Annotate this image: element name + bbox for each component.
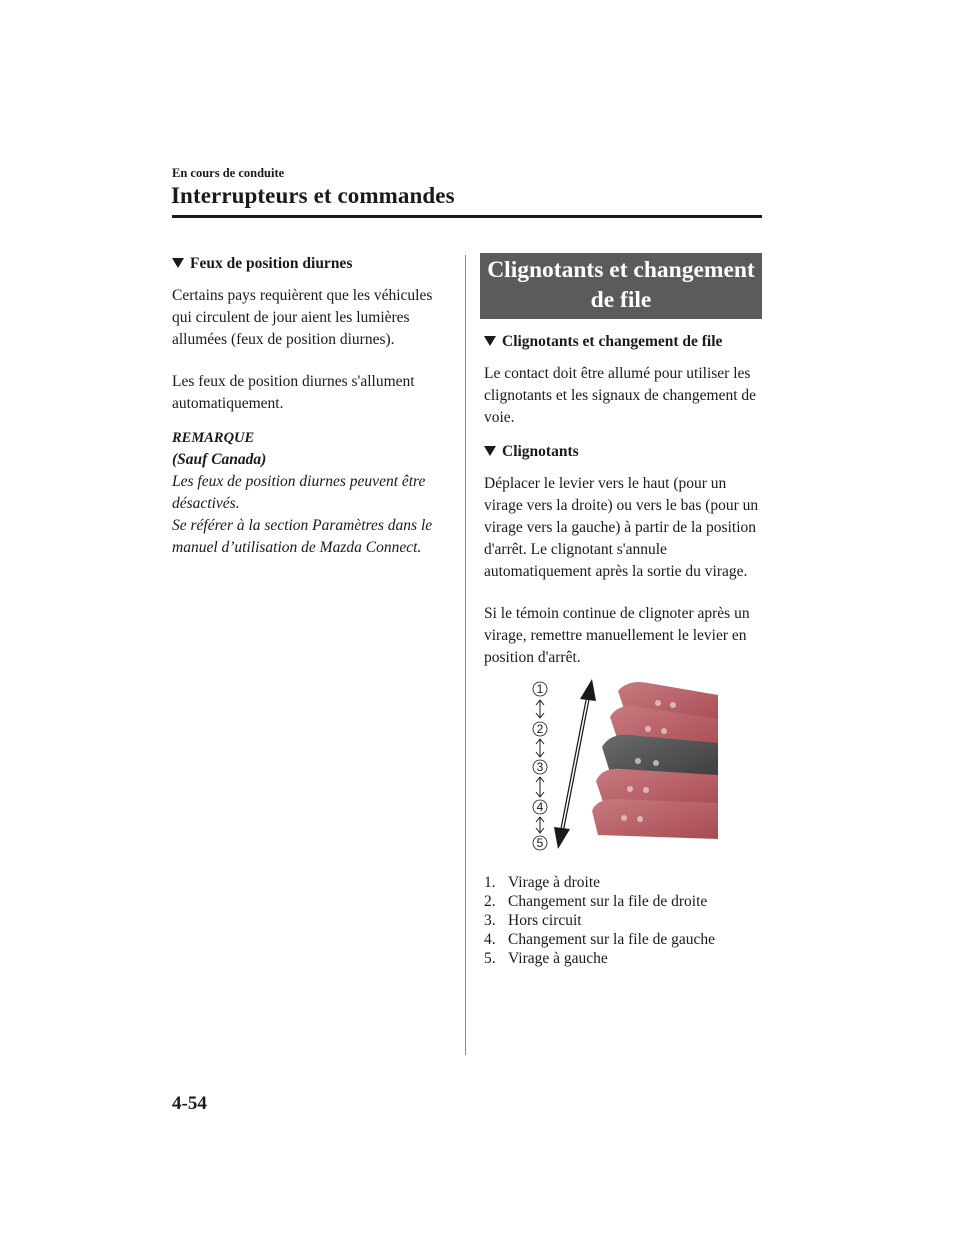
left-column <box>172 253 447 559</box>
chapter-title: Interrupteurs et commandes <box>171 183 455 208</box>
daytime-lights-para1: Certains pays requièrent que les véhicules qui circulent de jour aient les lumières allumées (feux de position diurnes). <box>172 287 433 348</box>
right-column <box>484 253 764 968</box>
blinkers-heading <box>484 441 764 463</box>
list-item: 4. Changement sur la file de gauche <box>484 931 716 948</box>
blinkers-heading-text: Clignotants <box>502 443 579 460</box>
note-body-2: Se référer à la section Paramètres dans le manuel d’utilisation de Mazda Connect. <box>172 517 433 556</box>
header-rule <box>172 215 762 218</box>
list-item: 2. Changement sur la file de droite <box>484 893 708 910</box>
turn-signals-para1: Le contact doit être allumé pour utiliser les clignotants et les signaux de changement de voie. <box>484 365 757 426</box>
lever-position-5 <box>592 799 718 839</box>
figure-label-5: 5 <box>536 836 544 850</box>
daytime-lights-heading <box>172 253 447 275</box>
note-body-1: Les feux de position diurnes peuvent être désactivés. <box>172 473 426 512</box>
turn-signals-heading-text: Clignotants et changement de file <box>502 333 723 350</box>
note-title: REMARQUE <box>172 430 255 446</box>
section-banner: Clignotants et changement de file <box>480 253 762 319</box>
figure-label-3: 3 <box>536 760 544 774</box>
note-subtitle: (Sauf Canada) <box>172 451 267 468</box>
figure-label-2: 2 <box>536 722 544 736</box>
section-label: En cours de conduite <box>172 166 285 180</box>
triangle-down-icon <box>172 258 184 268</box>
daytime-lights-para2: Les feux de position diurnes s'allument automatiquement. <box>172 373 415 412</box>
turn-signals-heading <box>484 331 764 353</box>
note-block <box>172 427 447 559</box>
list-item: 5. Virage à gauche <box>484 950 608 967</box>
list-item: 3. Hors circuit <box>484 912 582 929</box>
figure-label-4: 4 <box>536 800 544 814</box>
column-divider <box>465 255 466 1055</box>
blinkers-para2: Déplacer le levier vers le haut (pour un virage vers la droite) ou vers le bas (pour un virage vers la gauche) à partir de la position d'arrêt. Le clignotant s'annule automatiquement après la sortie du virage. <box>484 475 759 580</box>
list-item: 1. Virage à droite <box>484 874 601 891</box>
page-number: 4-54 <box>172 1093 207 1114</box>
triangle-down-icon <box>484 446 496 456</box>
position-list <box>484 873 764 968</box>
lever-figure <box>498 677 728 852</box>
figure-label-1: 1 <box>536 682 544 696</box>
blinkers-para3: Si le témoin continue de clignoter après un virage, remettre manuellement le levier en position d'arrêt. <box>484 605 750 666</box>
triangle-down-icon <box>484 336 496 346</box>
daytime-lights-heading-text: Feux de position diurnes <box>190 255 353 272</box>
